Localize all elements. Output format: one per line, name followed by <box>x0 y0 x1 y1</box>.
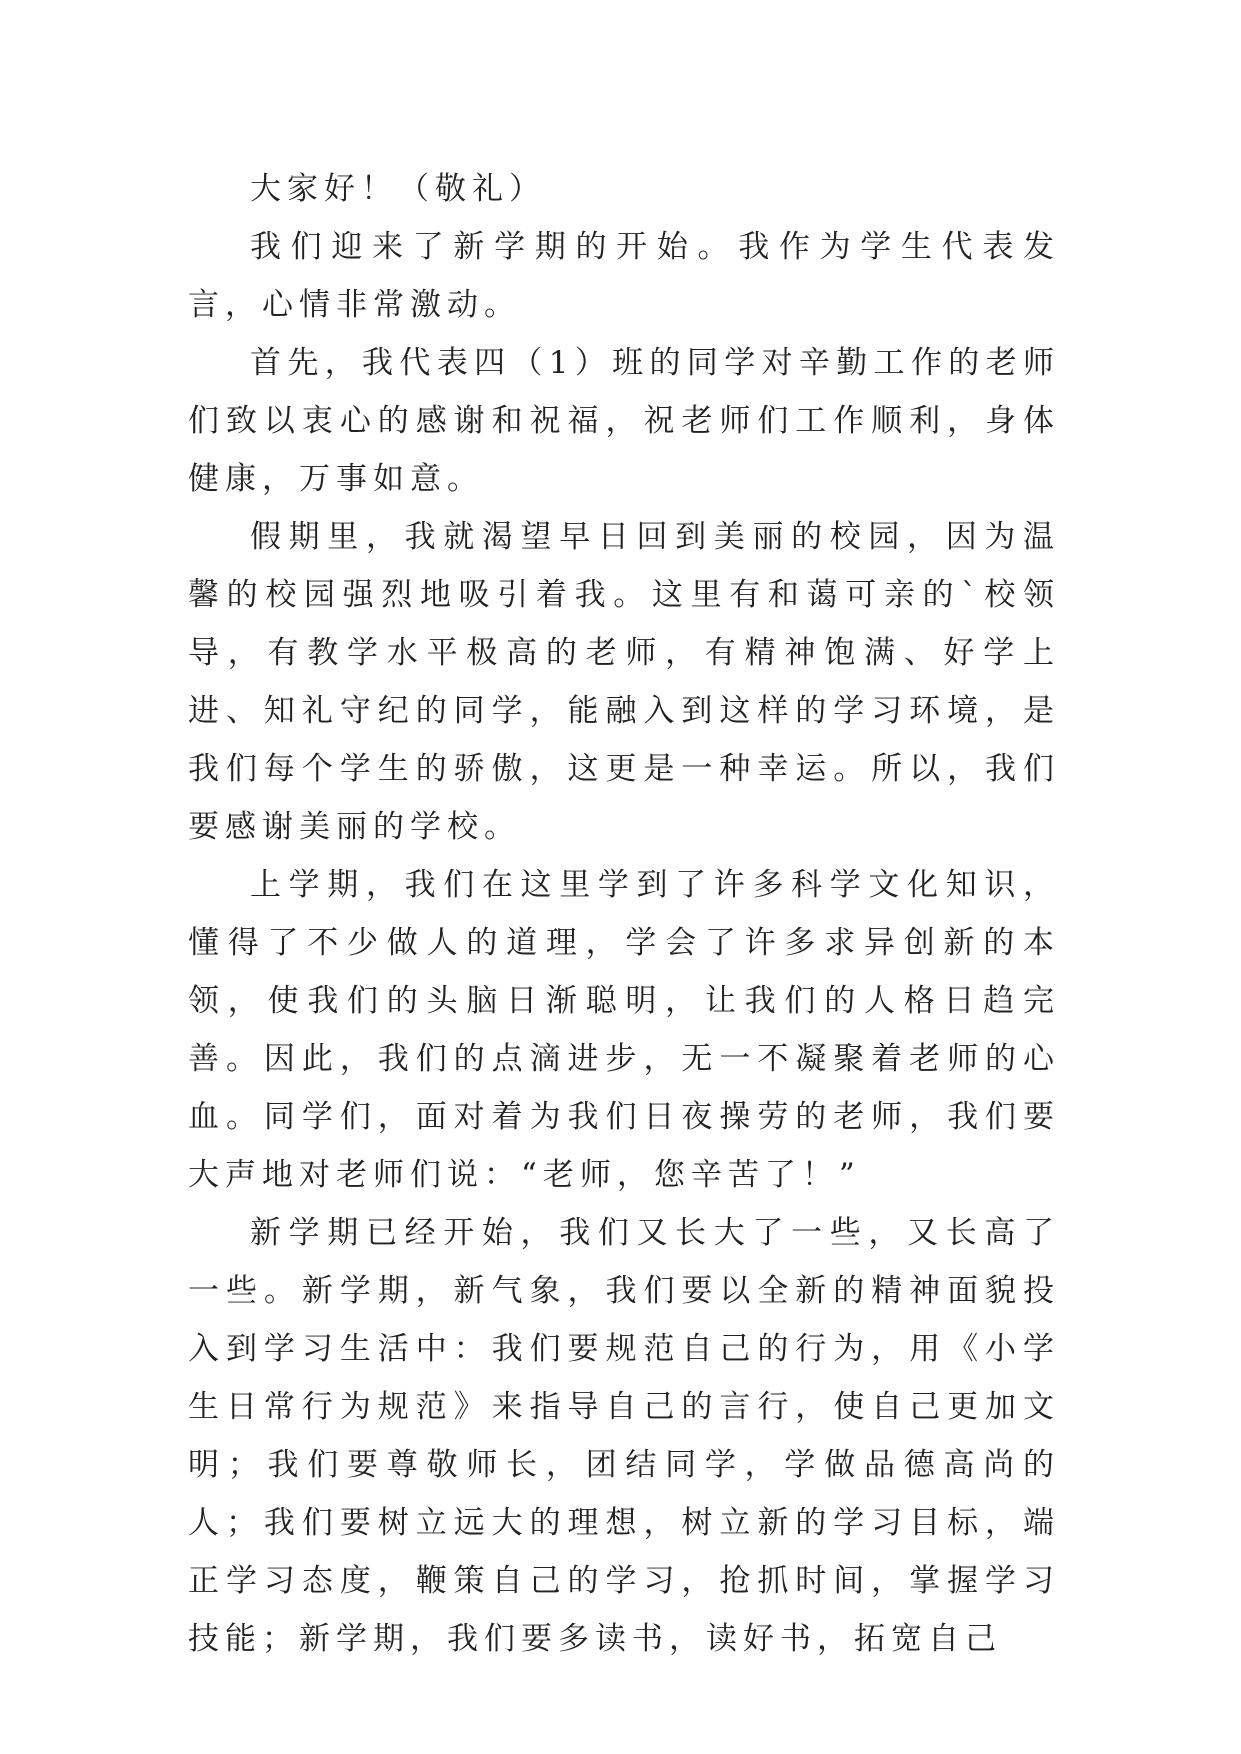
paragraph-holiday: 假期里，我就渴望早日回到美丽的校园，因为温馨的校园强烈地吸引着我。这里有和蔼可亲的`校领导，有教学水平极高的老师，有精神饱满、好学上进、知礼守纪的同学，能融入到这样的学习环境，是我们每个学生的骄傲，这更是一种幸运。所以，我们要感谢美丽的学校。 <box>188 519 1060 845</box>
paragraph-goals: 新学期已经开始，我们又长大了一些，又长高了一些。新学期，新气象，我们要以全新的精神面貌投入到学习生活中：我们要规范自己的行为，用《小学生日常行为规范》来指导自己的言行，使自己更加文明；我们要尊敬师长，团结同学，学做品德高尚的人；我们要树立远大的理想，树立新的学习目标，端正学习态度，鞭策自己的学习，抢抓时间，掌握学习技能；新学期，我们要多读书，读好书，拓宽自己 <box>188 1215 1060 1657</box>
paragraph-thanks-teachers: 首先，我代表四（1）班的同学对辛勤工作的老师们致以衷心的感谢和祝福，祝老师们工作顺利，身体健康，万事如意。 <box>188 345 1060 497</box>
paragraph-last-semester: 上学期，我们在这里学到了许多科学文化知识，懂得了不少做人的道理，学会了许多求异创新的本领，使我们的头脑日渐聪明，让我们的人格日趋完善。因此，我们的点滴进步，无一不凝聚着老师的心血。同学们，面对着为我们日夜操劳的老师，我们要大声地对老师们说：“老师，您辛苦了！” <box>188 867 1060 1193</box>
paragraph-greeting: 大家好！（敬礼） <box>250 171 546 207</box>
paragraph-new-semester: 我们迎来了新学期的开始。我作为学生代表发言，心情非常激动。 <box>188 229 1060 323</box>
speech-text <box>188 160 1060 1668</box>
